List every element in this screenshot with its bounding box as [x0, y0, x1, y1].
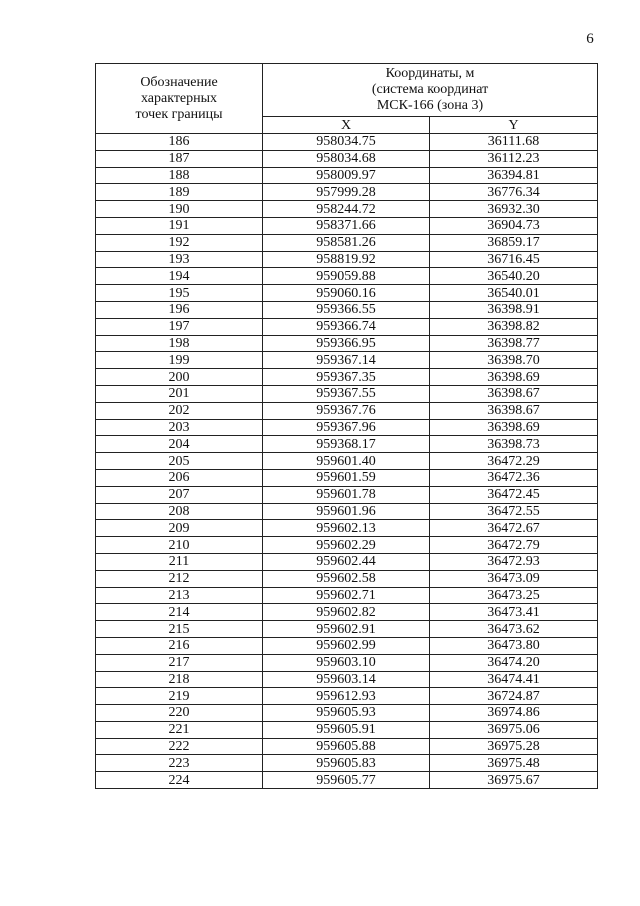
table-row	[96, 335, 598, 352]
x-coordinate-cell: 959612.93	[263, 688, 430, 705]
table-body	[96, 134, 598, 789]
point-number-cell: 223	[96, 755, 263, 772]
table-row	[96, 402, 598, 419]
y-coordinate-cell: 36716.45	[430, 251, 598, 268]
table-row	[96, 419, 598, 436]
x-coordinate-cell: 959367.35	[263, 369, 430, 386]
x-coordinate-cell: 959602.58	[263, 570, 430, 587]
table-row	[96, 621, 598, 638]
x-coordinate-cell: 959602.29	[263, 537, 430, 554]
y-coordinate-cell: 36472.93	[430, 553, 598, 570]
table-row	[96, 217, 598, 234]
x-coordinate-cell: 958371.66	[263, 217, 430, 234]
point-number-cell: 220	[96, 705, 263, 722]
y-coordinate-cell: 36472.45	[430, 486, 598, 503]
x-column-header: X	[263, 117, 430, 134]
x-coordinate-cell: 958034.75	[263, 134, 430, 151]
point-header-line: характерных	[140, 90, 218, 106]
y-coordinate-cell: 36974.86	[430, 705, 598, 722]
x-coordinate-cell: 959366.74	[263, 318, 430, 335]
y-column-header: Y	[430, 117, 598, 134]
x-coordinate-cell: 959602.99	[263, 637, 430, 654]
x-coordinate-cell: 959601.96	[263, 503, 430, 520]
point-number-cell: 188	[96, 167, 263, 184]
x-coordinate-cell: 959367.96	[263, 419, 430, 436]
y-coordinate-cell: 36473.41	[430, 604, 598, 621]
page-number: 6	[586, 31, 594, 47]
x-coordinate-cell: 959368.17	[263, 436, 430, 453]
point-number-cell: 216	[96, 637, 263, 654]
x-coordinate-cell: 959601.40	[263, 453, 430, 470]
table-row	[96, 537, 598, 554]
point-number-cell: 197	[96, 318, 263, 335]
table-row	[96, 167, 598, 184]
x-coordinate-cell: 957999.28	[263, 184, 430, 201]
point-number-cell: 198	[96, 335, 263, 352]
y-coordinate-cell: 36398.70	[430, 352, 598, 369]
table-row	[96, 772, 598, 789]
y-coordinate-cell: 36398.77	[430, 335, 598, 352]
table-row	[96, 705, 598, 722]
y-coordinate-cell: 36474.41	[430, 671, 598, 688]
x-coordinate-cell: 959059.88	[263, 268, 430, 285]
y-coordinate-cell: 36473.62	[430, 621, 598, 638]
x-coordinate-cell: 959605.91	[263, 721, 430, 738]
table-row	[96, 755, 598, 772]
table-row	[96, 301, 598, 318]
y-coordinate-cell: 36394.81	[430, 167, 598, 184]
point-number-cell: 186	[96, 134, 263, 151]
y-coordinate-cell: 36473.09	[430, 570, 598, 587]
point-number-cell: 189	[96, 184, 263, 201]
x-coordinate-cell: 958581.26	[263, 234, 430, 251]
point-number-cell: 218	[96, 671, 263, 688]
x-coordinate-cell: 959605.77	[263, 772, 430, 789]
y-coordinate-cell: 36472.55	[430, 503, 598, 520]
table-row	[96, 251, 598, 268]
point-number-cell: 210	[96, 537, 263, 554]
point-number-cell: 201	[96, 385, 263, 402]
y-coordinate-cell: 36398.67	[430, 385, 598, 402]
point-number-cell: 202	[96, 402, 263, 419]
y-coordinate-cell: 36975.28	[430, 738, 598, 755]
point-number-cell: 217	[96, 654, 263, 671]
coordinates-table	[95, 63, 598, 789]
coords-header-line: (система координат	[371, 82, 489, 97]
table-header	[96, 64, 598, 134]
point-number-cell: 215	[96, 621, 263, 638]
point-number-cell: 221	[96, 721, 263, 738]
y-coordinate-cell: 36111.68	[430, 134, 598, 151]
point-number-cell: 203	[96, 419, 263, 436]
y-coordinate-cell: 36975.67	[430, 772, 598, 789]
point-header-line: Обозначение	[140, 74, 218, 90]
point-number-cell: 194	[96, 268, 263, 285]
point-header-line: точек границы	[135, 106, 223, 122]
y-coordinate-cell: 36724.87	[430, 688, 598, 705]
y-coordinate-cell: 36776.34	[430, 184, 598, 201]
table-row	[96, 671, 598, 688]
table-row	[96, 318, 598, 335]
y-coordinate-cell: 36398.69	[430, 369, 598, 386]
x-coordinate-cell: 959367.76	[263, 402, 430, 419]
y-coordinate-cell: 36932.30	[430, 201, 598, 218]
y-coordinate-cell: 36398.67	[430, 402, 598, 419]
table-row	[96, 688, 598, 705]
point-number-cell: 208	[96, 503, 263, 520]
point-number-cell: 200	[96, 369, 263, 386]
table-row	[96, 587, 598, 604]
table-row	[96, 385, 598, 402]
table-row	[96, 352, 598, 369]
table-row	[96, 553, 598, 570]
x-coordinate-cell: 959605.88	[263, 738, 430, 755]
x-coordinate-cell: 959060.16	[263, 285, 430, 302]
point-number-cell: 196	[96, 301, 263, 318]
point-number-cell: 195	[96, 285, 263, 302]
y-coordinate-cell: 36398.82	[430, 318, 598, 335]
table-row	[96, 150, 598, 167]
x-coordinate-cell: 959605.93	[263, 705, 430, 722]
point-number-cell: 214	[96, 604, 263, 621]
table-row	[96, 234, 598, 251]
y-coordinate-cell: 36472.79	[430, 537, 598, 554]
point-number-cell: 211	[96, 553, 263, 570]
x-coordinate-cell: 959366.95	[263, 335, 430, 352]
table-row	[96, 268, 598, 285]
y-coordinate-cell: 36472.29	[430, 453, 598, 470]
point-number-cell: 191	[96, 217, 263, 234]
point-number-cell: 199	[96, 352, 263, 369]
table-row	[96, 184, 598, 201]
x-coordinate-cell: 958244.72	[263, 201, 430, 218]
point-number-cell: 193	[96, 251, 263, 268]
y-coordinate-cell: 36398.69	[430, 419, 598, 436]
x-coordinate-cell: 958009.97	[263, 167, 430, 184]
point-number-cell: 212	[96, 570, 263, 587]
coordinates-header	[263, 64, 598, 117]
table-row	[96, 134, 598, 151]
y-coordinate-cell: 36975.06	[430, 721, 598, 738]
y-coordinate-cell: 36474.20	[430, 654, 598, 671]
x-coordinate-cell: 958819.92	[263, 251, 430, 268]
x-coordinate-cell: 959367.55	[263, 385, 430, 402]
table-row	[96, 503, 598, 520]
point-number-cell: 206	[96, 469, 263, 486]
y-coordinate-cell: 36472.36	[430, 469, 598, 486]
x-coordinate-cell: 959366.55	[263, 301, 430, 318]
y-coordinate-cell: 36904.73	[430, 217, 598, 234]
x-coordinate-cell: 959601.78	[263, 486, 430, 503]
y-coordinate-cell: 36473.80	[430, 637, 598, 654]
y-coordinate-cell: 36112.23	[430, 150, 598, 167]
point-number-cell: 192	[96, 234, 263, 251]
table-row	[96, 285, 598, 302]
coords-header-line: МСК-166 (зона 3)	[376, 98, 484, 113]
y-coordinate-cell: 36975.48	[430, 755, 598, 772]
x-coordinate-cell: 959603.10	[263, 654, 430, 671]
table-row	[96, 520, 598, 537]
point-column-header	[96, 64, 263, 134]
x-coordinate-cell: 959602.82	[263, 604, 430, 621]
coords-header-line: Координаты, м	[385, 66, 475, 81]
x-coordinate-cell: 959602.91	[263, 621, 430, 638]
x-coordinate-cell: 959605.83	[263, 755, 430, 772]
table-row	[96, 486, 598, 503]
point-number-cell: 187	[96, 150, 263, 167]
x-coordinate-cell: 959603.14	[263, 671, 430, 688]
point-number-cell: 222	[96, 738, 263, 755]
point-number-cell: 207	[96, 486, 263, 503]
table-row	[96, 637, 598, 654]
point-number-cell: 209	[96, 520, 263, 537]
table-row	[96, 469, 598, 486]
point-number-cell: 205	[96, 453, 263, 470]
table-row	[96, 453, 598, 470]
point-number-cell: 204	[96, 436, 263, 453]
y-coordinate-cell: 36398.91	[430, 301, 598, 318]
table-row	[96, 738, 598, 755]
x-coordinate-cell: 959601.59	[263, 469, 430, 486]
table-row	[96, 654, 598, 671]
y-coordinate-cell: 36472.67	[430, 520, 598, 537]
x-coordinate-cell: 959602.13	[263, 520, 430, 537]
table-row	[96, 570, 598, 587]
table-row	[96, 604, 598, 621]
y-coordinate-cell: 36473.25	[430, 587, 598, 604]
point-number-cell: 190	[96, 201, 263, 218]
y-coordinate-cell: 36398.73	[430, 436, 598, 453]
point-number-cell: 213	[96, 587, 263, 604]
x-coordinate-cell: 959602.71	[263, 587, 430, 604]
point-number-cell: 224	[96, 772, 263, 789]
table-row	[96, 201, 598, 218]
table-row	[96, 436, 598, 453]
x-coordinate-cell: 959602.44	[263, 553, 430, 570]
header-row	[96, 64, 598, 117]
y-coordinate-cell: 36540.20	[430, 268, 598, 285]
y-coordinate-cell: 36859.17	[430, 234, 598, 251]
x-coordinate-cell: 958034.68	[263, 150, 430, 167]
x-coordinate-cell: 959367.14	[263, 352, 430, 369]
point-number-cell: 219	[96, 688, 263, 705]
table-row	[96, 369, 598, 386]
y-coordinate-cell: 36540.01	[430, 285, 598, 302]
table-row	[96, 721, 598, 738]
